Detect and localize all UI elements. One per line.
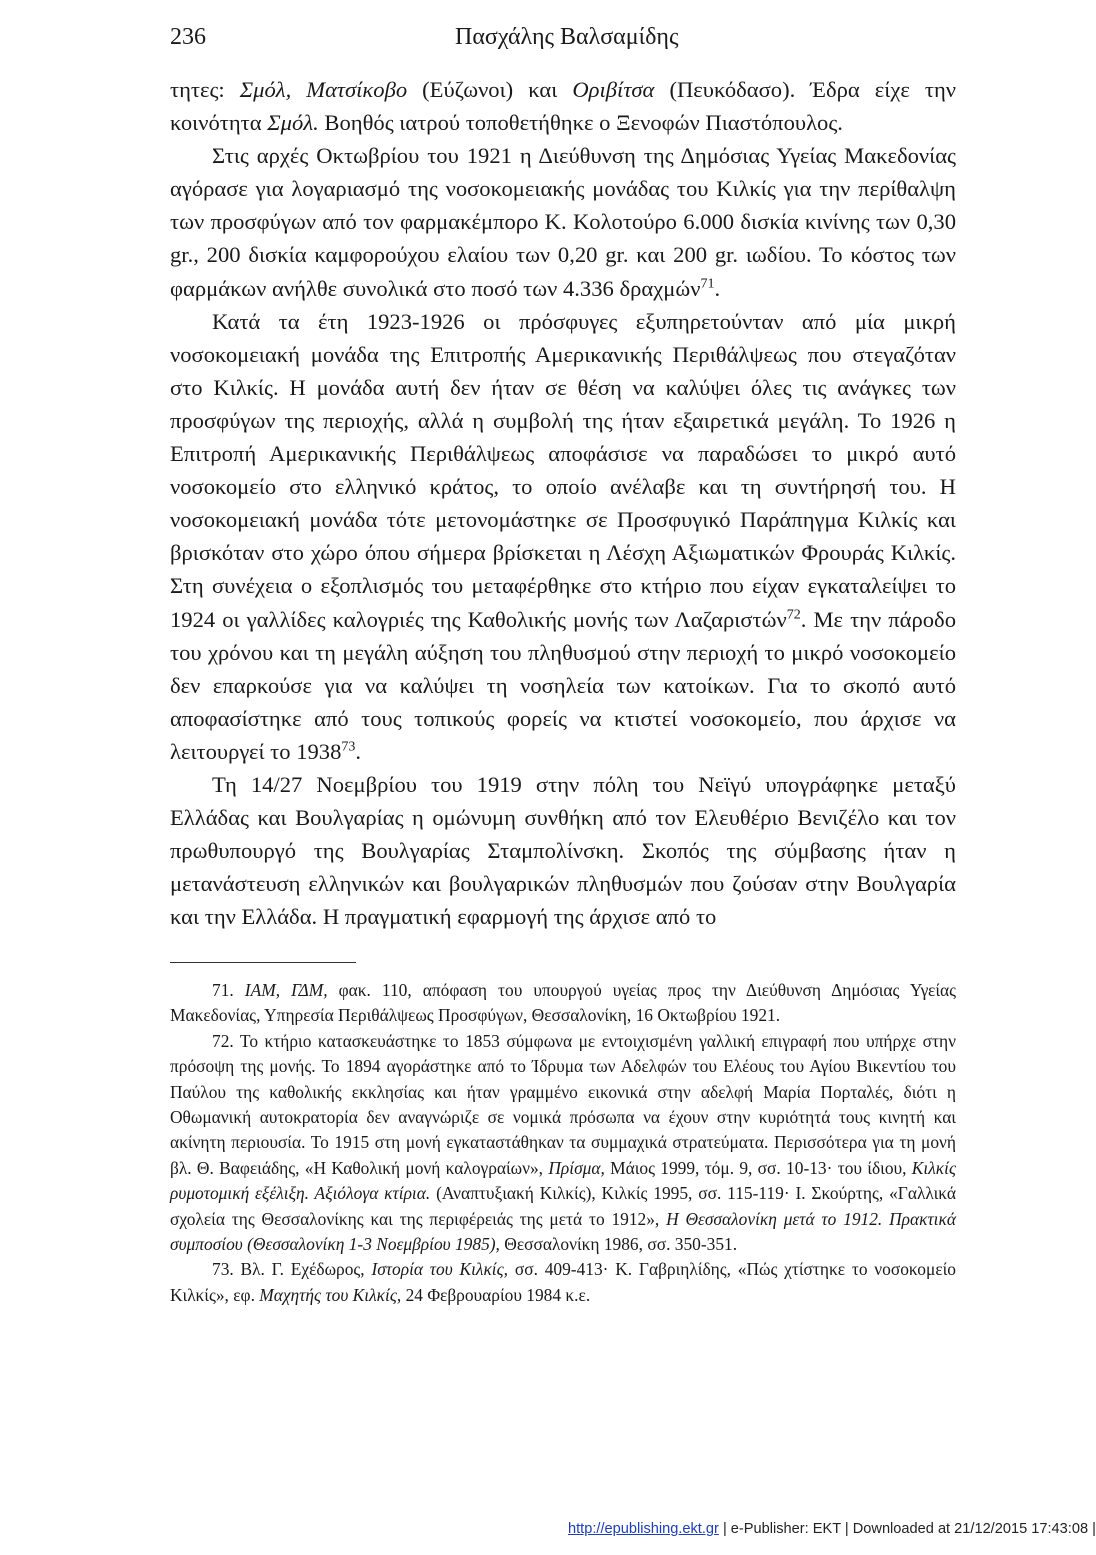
footnote-72: 72. Το κτήριο κατασκευάστηκε το 1853 σύμφωνα με εντοιχισμένη γαλλική επιγραφή που υπήρχε στην πρόσοψη της μονής. Το 1894 αγοράστηκε από το Ίδρυμα των Αδελφών του Ελέους του Αγίου Βικεντίου του Παύλου της καθολικής εκκλησίας και ήταν γραμμένο εικονικά στην αδελφή Μαρία Πορταλές, διότι η Οθωμανική αυτοκρατορία δεν αναγνώριζε σε νομικά πρόσωπα να έχουν στην κυριότητά τους κινητή και ακίνητη περιουσία. Το 1915 στη μονή εγκαταστάθηκαν τα συμμαχικά στρατεύματα. Περισσότερα για τη μονή βλ. Θ. Βαφειάδης, «Η Καθολική μονή καλογραίων», Πρίσμα, Μάιος 1999, τόμ. 9, σσ. 10-13· του ίδιου, Κιλκίς ρυμοτομική εξέλιξη. Αξιόλογα κτίρια. (Αναπτυξιακή Κιλκίς), Κιλκίς 1995, σσ. 115-119· Ι. Σκούρτης, «Γαλλικά σχολεία της Θεσσαλονίκης και της περιφέρειάς της μετά το 1912», Η Θεσσαλονίκη μετά το 1912. Πρακτικά συμποσίου (Θεσσαλονίκη 1-3 Νοεμβρίου 1985), Θεσσαλονίκη 1986, σσ. 350-351. [170,1030,956,1255]
footnote-71: 71. ΙΑΜ, ΓΔΜ, φακ. 110, απόφαση του υπουργού υγείας προς την Διεύθυνση Δημόσιας Υγείας Μακεδονίας, Υπηρεσία Περιθάλψεως Προσφύγων, Θεσσαλονίκη, 16 Οκτωβρίου 1921. [170,980,956,1026]
footnote-ref-71: 71 [700,276,715,292]
download-footer [568,1521,1096,1537]
footer-info: | e-Publisher: EKT | Downloaded at 21/12/2015 17:43:08 | [718,1521,1096,1537]
paragraph-hospital: Κατά τα έτη 1923-1926 οι πρόσφυγες εξυπηρετούνταν από μία μικρή νοσοκομειακή μονάδα της Επιτροπής Αμερικανικής Περιθάλψεως που στεγαζόταν στο Κιλκίς. Η μονάδα αυτή δεν ήταν σε θέση να καλύψει όλες τις ανάγκες των προσφύγων της περιοχής, αλλά η συμβολή της ήταν εξαιρετικά μεγάλη. Το 1926 η Επιτροπή Αμερικανικής Περιθάλψεως αποφάσισε να παραδώσει το μικρό αυτό νοσοκομείο στο ελληνικό κράτος, το οποίο ανέλαβε και τη συντήρησή του. Η νοσοκομειακή μονάδα τότε μετονομάστηκε σε Προσφυγικό Παράπηγμα Κιλκίς και βρισκόταν στο χώρο όπου σήμερα βρίσκεται η Λέσχη Αξιωματικών Φρουράς Κιλκίς. Στη συνέχεια ο εξοπλισμός του μεταφέρθηκε στο κτήριο που είχαν εγκαταλείψει το 1924 οι γαλλίδες καλογριές της Καθολικής μονής των Λαζαριστών$^{72}$. Με την πάροδο του χρόνου και τη μεγάλη αύξηση του πληθυσμού στην περιοχή το μικρό νοσοκομείο δεν επαρκούσε για να καλύψει τη νοσηλεία των κατοίκων. Για το σκοπό αυτό αποφασίστηκε από τους τοπικούς φορείς να κτιστεί νοσοκομείο, που άρχισε να λειτουργεί το 1938$^{73}$. [170,308,956,764]
running-title: Πασχάλης Βαλσαμίδης [455,24,679,50]
paragraph-medicines: Στις αρχές Οκτωβρίου του 1921 η Διεύθυνση της Δημόσιας Υγείας Μακεδονίας αγόρασε για λογαριασμό της νοσοκομειακής μονάδας του Κιλκίς για την περίθαλψη των προσφύγων από τον φαρμακέμπορο Κ. Κολοτούρο 6.000 δισκία κινίνης των 0,30 gr., 200 δισκία καμφορούχου ελαίου των 0,20 gr. και 200 gr. ιωδίου. Το κόστος των φαρμάκων ανήλθε συνολικά στο ποσό των 4.336 δραχμών$^{71}$. [170,143,956,301]
footnotes [170,978,956,1308]
page-header [170,24,810,60]
page-number: 236 [170,24,206,50]
paragraph-continuation: τητες: Σμόλ, Ματσίκοβο (Εύζωνοι) και Οριβίτσα (Πευκόδασο). Έδρα είχε την κοινότητα Σμόλ. Βοηθός ιατρού τοποθετήθηκε ο Ξενοφών Πιαστόπουλος. [170,77,956,136]
body-text [170,73,956,933]
footnote-ref-73: 73 [341,739,356,755]
paragraph-neuilly-treaty: Τη 14/27 Νοεμβρίου του 1919 στην πόλη του Νεϊγύ υπογράφηκε μεταξύ Ελλάδας και Βουλγαρίας η ομώνυμη συνθήκη από τον Ελευθέριο Βενιζέλο και τον πρωθυπουργό της Βουλγαρίας Σταμπολίνσκη. Σκοπός της σύμβασης ήταν η μετανάστευση ελληνικών και βουλγαρικών πληθυσμών που ζούσαν στην Βουλγαρία και την Ελλάδα. Η πραγματική εφαρμογή της άρχισε από το [170,771,956,930]
footnote-ref-72: 72 [786,606,801,622]
epublishing-link[interactable]: http://epublishing.ekt.gr [568,1521,719,1537]
footnote-73: 73. Βλ. Γ. Εχέδωρος, Ιστορία του Κιλκίς, σσ. 409-413· Κ. Γαβριηλίδης, «Πώς χτίστηκε το νοσοκομείο Κιλκίς», εφ. Μαχητής του Κιλκίς, 24 Φεβρουαρίου 1984 κ.ε. [170,1259,956,1305]
footnote-divider [170,962,356,963]
